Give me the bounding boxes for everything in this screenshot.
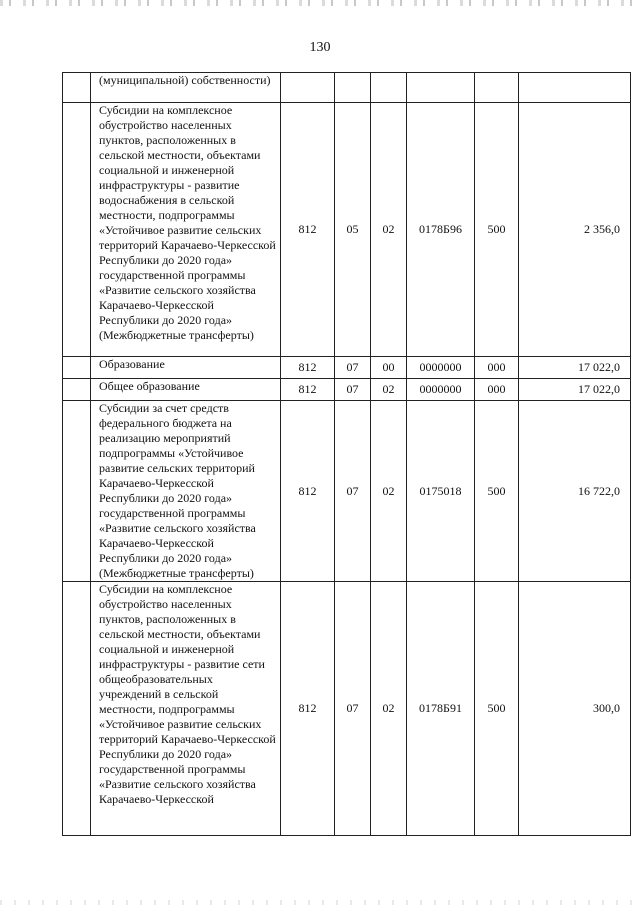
scan-edge-bottom <box>0 900 640 905</box>
table-row <box>63 401 631 582</box>
target-article-cell: 0178Б96 <box>407 103 475 357</box>
amount-cell: 17 022,0 <box>519 357 631 379</box>
grbs-cell: 812 <box>281 103 335 357</box>
subsection-cell <box>371 73 407 103</box>
row-number-cell <box>63 582 91 836</box>
row-name: Субсидии на комплексное обустройство населенных пунктов, расположенных в сельской местности, объектами социальной и инженерной инфраструктуры - развитие водоснабжения в сельской местности, подпрограммы «Устойчивое развитие сельских территорий Карачаево-Черкесской Республики до 2020 года» государственной программы «Развитие сельского хозяйства Карачаево-Черкесской Республики до 2020 года» (Межбюджетные трансферты) <box>91 103 281 357</box>
table-row <box>63 357 631 379</box>
amount-cell <box>519 73 631 103</box>
amount-cell: 16 722,0 <box>519 401 631 582</box>
expense-type-cell <box>475 73 519 103</box>
grbs-cell: 812 <box>281 582 335 836</box>
section-cell <box>335 73 371 103</box>
expense-type-cell: 000 <box>475 379 519 401</box>
subsection-cell: 00 <box>371 357 407 379</box>
row-name: (муниципальной) собственности) <box>91 73 281 103</box>
target-article-cell: 0000000 <box>407 357 475 379</box>
row-number-cell <box>63 401 91 582</box>
row-name: Образование <box>91 357 281 379</box>
row-number-cell <box>63 357 91 379</box>
section-cell: 07 <box>335 379 371 401</box>
table-row <box>63 582 631 836</box>
section-cell: 07 <box>335 357 371 379</box>
section-cell: 07 <box>335 582 371 836</box>
expense-type-cell: 500 <box>475 401 519 582</box>
subsection-cell: 02 <box>371 582 407 836</box>
amount-cell: 300,0 <box>519 582 631 836</box>
expense-type-cell: 500 <box>475 103 519 357</box>
expense-type-cell: 000 <box>475 357 519 379</box>
row-name: Общее образование <box>91 379 281 401</box>
section-cell: 07 <box>335 401 371 582</box>
grbs-cell: 812 <box>281 357 335 379</box>
amount-cell: 17 022,0 <box>519 379 631 401</box>
table-row <box>63 379 631 401</box>
budget-table <box>62 72 631 836</box>
target-article-cell: 0175018 <box>407 401 475 582</box>
expense-type-cell: 500 <box>475 582 519 836</box>
row-number-cell <box>63 73 91 103</box>
scan-edge-top <box>0 0 640 6</box>
target-article-cell: 0178Б91 <box>407 582 475 836</box>
row-name: Субсидии на комплексное обустройство населенных пунктов, расположенных в сельской местности, объектами социальной и инженерной инфраструктуры - развитие сети общеобразовательных учреждений в сельской местности, подпрограммы «Устойчивое развитие сельских территорий Карачаево-Черкесской Республики до 2020 года» государственной программы «Развитие сельского хозяйства Карачаево-Черкесской <box>91 582 281 836</box>
subsection-cell: 02 <box>371 401 407 582</box>
subsection-cell: 02 <box>371 379 407 401</box>
target-article-cell: 0000000 <box>407 379 475 401</box>
row-number-cell <box>63 103 91 357</box>
grbs-cell: 812 <box>281 379 335 401</box>
section-cell: 05 <box>335 103 371 357</box>
grbs-cell <box>281 73 335 103</box>
row-name: Субсидии за счет средств федерального бюджета на реализацию мероприятий подпрограммы «Устойчивое развитие сельских территорий Карачаево-Черкесской Республики до 2020 года» государственной программы «Развитие сельского хозяйства Карачаево-Черкесской Республики до 2020 года» (Межбюджетные трансферты) <box>91 401 281 582</box>
table-row <box>63 103 631 357</box>
grbs-cell: 812 <box>281 401 335 582</box>
subsection-cell: 02 <box>371 103 407 357</box>
row-number-cell <box>63 379 91 401</box>
page-number: 130 <box>309 40 331 55</box>
table-row <box>63 73 631 103</box>
target-article-cell <box>407 73 475 103</box>
amount-cell: 2 356,0 <box>519 103 631 357</box>
